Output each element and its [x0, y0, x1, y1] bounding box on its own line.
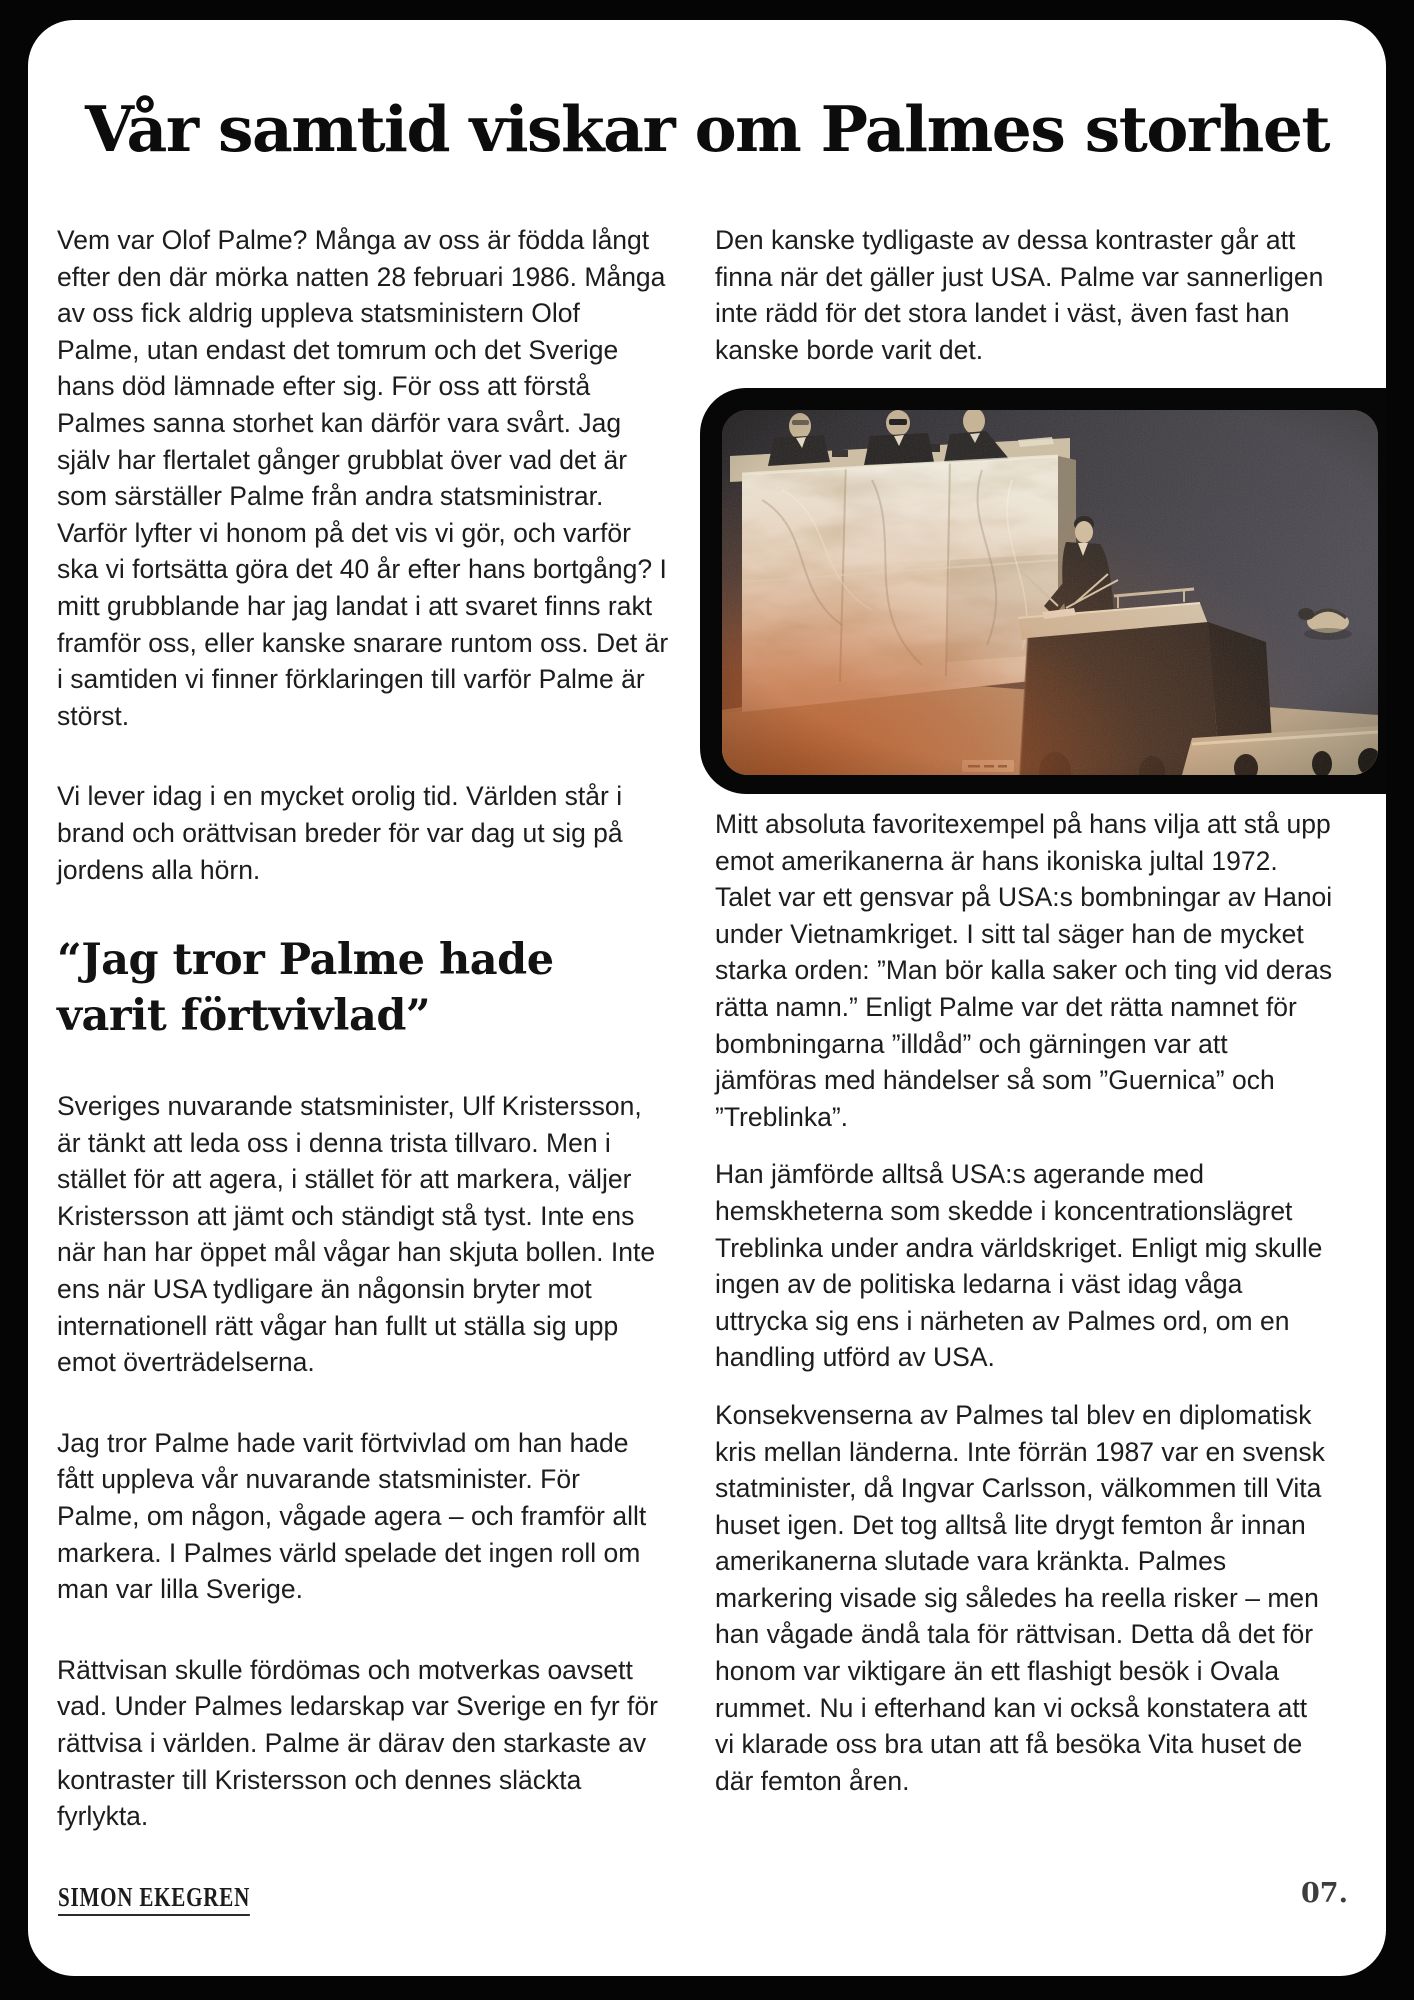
body-paragraph: Konsekvenserna av Palmes tal blev en diplomatisk kris mellan länderna. Inte förrän 1987 var en svensk statminister, då Ingvar Carlsson, välkommen till Vita huset igen. Det tog alltså lite drygt femton år innan amerikanerna slutade vara kränkta. Palmes markering visade sig således ha reella risker – men han vågade ändå tala för rättvisan. Detta då det för honom var viktigare än ett flashigt besök i Ovala rummet. Nu i efterhand kan vi också konstatera att vi klarade oss bra utan att få besöka Vita huset de där femton åren. — [715, 1399, 1325, 1796]
author-byline: SIMON EKEGREN — [58, 1882, 250, 1916]
article-page — [28, 20, 1386, 1976]
body-paragraph: Mitt absoluta favoritexempel på hans vilja att stå upp emot amerikanerna är hans ikoniska jultal 1972. Talet var ett gensvar på USA:s bombningar av Hanoi under Vietnamkriget. I sitt tal säger han de mycket starka orden: ”Man bör kalla saker och ting vid deras rätta namn.” Enligt Palme var det rätta namnet för bombningarna ”illdåd” och gärningen var att jämföras med händelser så som ”Guernica” och ”Treblinka”. — [715, 809, 1333, 1132]
pull-quote-subheading: “Jag tror Palme hade varit förtvivlad” — [57, 935, 554, 1042]
body-paragraph: Han jämförde alltså USA:s agerande med hemskheterna som skedde i koncentrationslägret Treblinka under andra världskriget. Enligt mig skulle ingen av de politiska ledarna i väst idag våga uttrycka sig ens i närheten av Palmes ord, om en handling utförd av USA. — [715, 1159, 1323, 1373]
lead-paragraph: Den kanske tydligaste av dessa kontraster går att finna när det gäller just USA. Palme var sannerligen inte rädd för det stora landet i väst, även fast han kanske borde varit det. — [715, 225, 1324, 365]
photo-frame — [700, 388, 1386, 794]
intro-paragraph: Vem var Olof Palme? Många av oss är födda långt efter den där mörka natten 28 februari 1986. Många av oss fick aldrig uppleva statsministern Olof Palme, utan endast det tomrum och det Sverige hans död lämnade efter sig. För oss att förstå Palmes sanna storhet kan därför vara svårt. Jag själv har flertalet gånger grubblat över vad det är som särställer Palme från andra statsministrar. Varför lyfter vi honom på det vis vi gör, och varför ska vi fortsätta göra det 40 år efter hans bortgång? I mitt grubblande har jag landat i att svaret finns rakt framför oss, eller kanske snarare runtom oss. Det är i samtiden vi finner förklaringen till varför Palme är störst. — [57, 225, 669, 731]
page-number: 07. — [1301, 1878, 1348, 1909]
right-column-lead — [715, 222, 1333, 412]
intro-paragraph: Vi lever idag i en mycket orolig tid. Världen står i brand och orättvisan breder för var dag ut sig på jordens alla hörn. — [57, 781, 623, 885]
left-column — [57, 222, 669, 1879]
body-paragraph: Sveriges nuvarande statsminister, Ulf Kristersson, är tänkt att leda oss i denna trista tillvaro. Men i stället för att agera, i stället för att markera, väljer Kristersson att jämt och ständigt stå tyst. Inte ens när han har öppet mål vågar han skjuta bollen. Inte ens när USA tydligare än någonsin bryter mot internationell rätt vågar han fullt ut ställa sig upp emot överträdelserna. — [57, 1091, 656, 1378]
page-title: Vår samtid viskar om Palmes storhet — [84, 92, 1330, 166]
body-paragraph: Rättvisan skulle fördömas och motverkas oavsett vad. Under Palmes ledarskap var Sverige en fyr för rättvisa i världen. Palme är därav den starkaste av kontraster till Kristersson och dennes släckta fyrlykta. — [57, 1654, 658, 1832]
body-paragraph: Jag tror Palme hade varit förtvivlad om han hade fått uppleva vår nuvarande statsminister. För Palme, om någon, vågade agera – och framför allt markera. I Palmes värld spelade det ingen roll om man var lilla Sverige. — [57, 1427, 647, 1605]
un-speech-photo — [722, 410, 1378, 775]
right-column-body — [715, 806, 1333, 1820]
